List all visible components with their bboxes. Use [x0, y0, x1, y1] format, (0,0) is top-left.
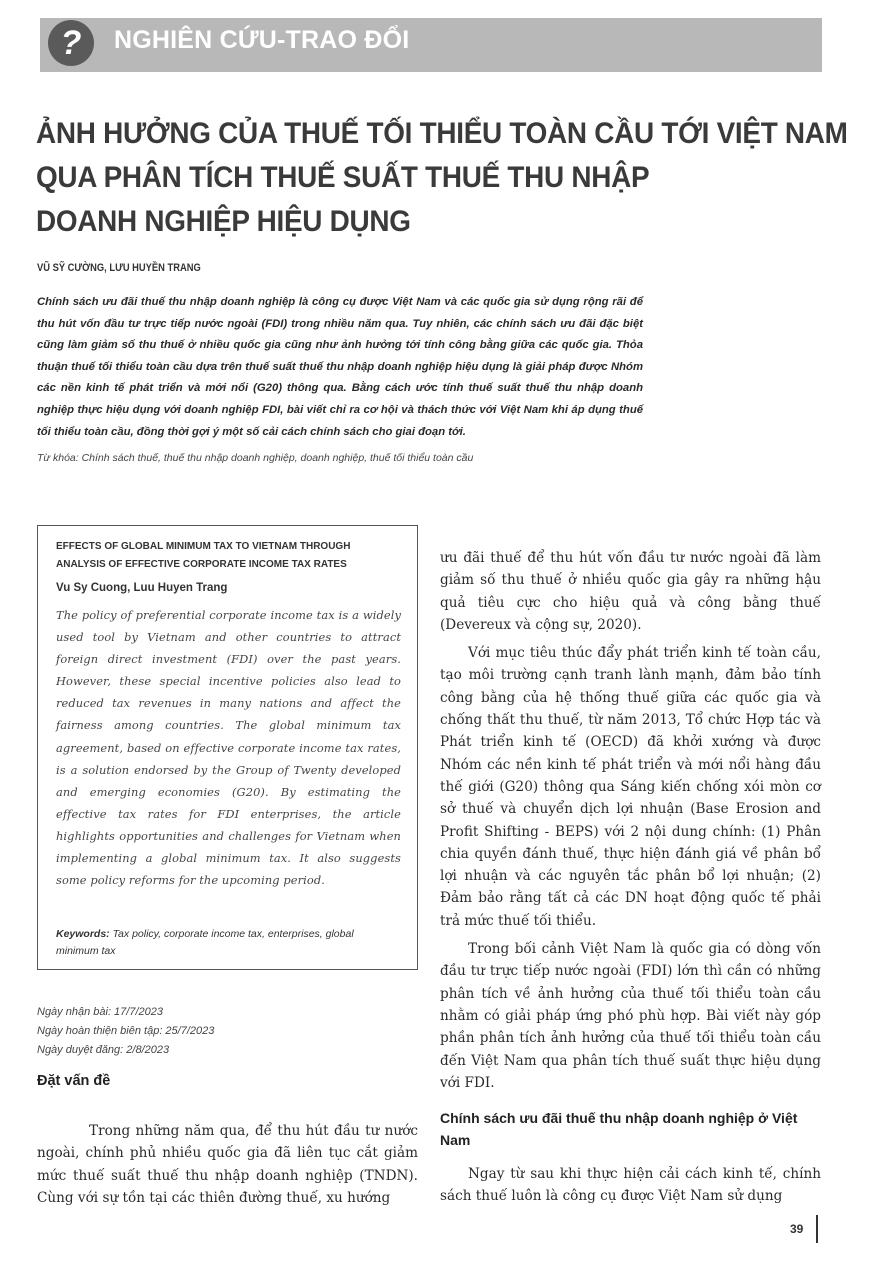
- page-number-rule: [816, 1215, 818, 1243]
- keywords-vi: Từ khóa: Chính sách thuế, thuế thu nhập doanh nghiệp, doanh nghiệp, thuế tối thiểu toàn cầu: [37, 452, 474, 464]
- article-title: [36, 112, 848, 244]
- authors-vi: VŨ SỸ CƯỜNG, LƯU HUYỀN TRANG: [37, 262, 201, 274]
- body-paragraph: ưu đãi thuế để thu hút vốn đầu tư nước ngoài đã làm giảm số thu thuế ở nhiều quốc gia gây ra những hậu quả tiêu cực cho hiệu quả và công bằng thuế (Devereux và cộng sự, 2020).: [440, 550, 821, 633]
- title-line: ẢNH HƯỞNG CỦA THUẾ TỐI THIỂU TOÀN CẦU TỚI VIỆT NAM: [36, 117, 848, 150]
- english-abstract: The policy of preferential corporate income tax is a widely used tool by Vietnam and other countries to attract foreign direct investment (FDI) over the past years. However, these special incentive policies also lead to reduced tax revenues in many nations and affect the fairness among countries. The global minimum tax agreement, based on effective corporate income tax rates, is a solution endorsed by the Group of Twenty developed and emerging economies (G20). By estimating the effective tax rates for FDI enterprises, the article highlights opportunities and challenges for Vietnam when implementing a global minimum tax. It also suggests some policy reforms for the upcoming period.: [56, 608, 401, 888]
- english-keywords-text: Tax policy, corporate income tax, enterprises, global minimum tax: [56, 928, 354, 957]
- body-paragraph: Trong những năm qua, để thu hút đầu tư nước ngoài, chính phủ nhiều quốc gia đã liên tục cắt giảm mức thuế suất thuế thu nhập doanh nghiệp (TNDN). Cùng với sự tồn tại các thiên đường thuế, xu hướng: [37, 1123, 418, 1206]
- english-title: EFFECTS OF GLOBAL MINIMUM TAX TO VIETNAM THROUGH ANALYSIS OF EFFECTIVE CORPORATE INCOME TAX RATES: [56, 541, 351, 570]
- page-number: 39: [790, 1222, 804, 1236]
- body-paragraph: Trong bối cảnh Việt Nam là quốc gia có dòng vốn đầu tư trực tiếp nước ngoài (FDI) lớn thì cần có những phân tích về ảnh hưởng của thuế tối thiểu toàn cầu nhằm có giải pháp ứng phó phù hợp. Bài viết này góp phần phân tích ảnh hưởng của thuế tối thiểu toàn cầu đến Việt Nam qua phân tích thuế suất thực hiệu dụng với FDI.: [440, 941, 821, 1091]
- english-authors: Vu Sy Cuong, Luu Huyen Trang: [56, 582, 228, 594]
- right-column: [440, 547, 821, 1100]
- title-line: DOANH NGHIỆP HIỆU DỤNG: [36, 205, 411, 238]
- date-edited: Ngày hoàn thiện biên tập: 25/7/2023: [37, 1025, 215, 1037]
- english-keywords: [56, 926, 386, 960]
- section-heading-intro: Đặt vấn đề: [37, 1073, 111, 1089]
- body-paragraph: Với mục tiêu thúc đẩy phát triển kinh tế toàn cầu, tạo môi trường cạnh tranh lành mạnh, đảm bảo tính công bằng của hệ thống thuế giữa các quốc gia và chống thất thu thuế, từ năm 2013, Tổ chức Hợp tác và Phát triển kinh tế (OECD) đã khởi xướng và được Nhóm các nền kinh tế phát triển và mới nổi hàng đầu thế giới (G20) thông qua Sáng kiến chống xói mòn cơ sở thuế và chuyển dịch lợi nhuận (Base Erosion and Profit Shifting - BEPS) với 2 nội dung chính: (1) Phân chia quyền đánh thuế, thực hiện đánh giá về phân bổ lợi nhuận và các nguyên tắc phân bổ lợi nhuận; (2) Đảm bảo rằng tất cả các DN hoạt động quốc tế phải trả mức thuế tối thiểu.: [440, 645, 821, 929]
- date-received: Ngày nhận bài: 17/7/2023: [37, 1006, 163, 1018]
- title-line: QUA PHÂN TÍCH THUẾ SUẤT THUẾ THU NHẬP: [36, 161, 650, 194]
- english-summary-box: [37, 525, 418, 970]
- section-label: NGHIÊN CỨU-TRAO ĐỔI: [114, 26, 410, 54]
- date-approved: Ngày duyệt đăng: 2/8/2023: [37, 1044, 170, 1056]
- section-heading-policy: Chính sách ưu đãi thuế thu nhập doanh nghiệp ở Việt Nam: [440, 1110, 798, 1148]
- abstract-vi: Chính sách ưu đãi thuế thu nhập doanh nghiệp là công cụ được Việt Nam và các quốc gia sử dụng rộng rãi để thu hút vốn đầu tư trực tiếp nước ngoài (FDI) trong nhiều năm qua. Tuy nhiên, các chính sách ưu đãi đặc biệt cũng làm giảm số thu thuế ở nhiều quốc gia cũng như ảnh hưởng tới tính công bằng giữa các quốc gia. Thỏa thuận thuế tối thiểu toàn cầu dựa trên thuế suất thuế thu nhập doanh nghiệp hiệu dụng là giải pháp được Nhóm các nền kinh tế phát triển và mới nổi (G20) thông qua. Bằng cách ước tính thuế suất thuế thu nhập doanh nghiệp thực hiệu dụng với doanh nghiệp FDI, bài viết chỉ ra cơ hội và thách thức với Việt Nam khi áp dụng thuế tối thiểu toàn cầu, đồng thời gợi ý một số cải cách chính sách cho giai đoạn tới.: [37, 296, 643, 438]
- english-keywords-label: Keywords:: [56, 928, 110, 940]
- body-paragraph: Ngay từ sau khi thực hiện cải cách kinh tế, chính sách thuế luôn là công cụ được Việt Nam sử dụng: [440, 1166, 821, 1205]
- article-dates: [37, 1003, 214, 1060]
- question-mark-icon: ?: [48, 20, 94, 66]
